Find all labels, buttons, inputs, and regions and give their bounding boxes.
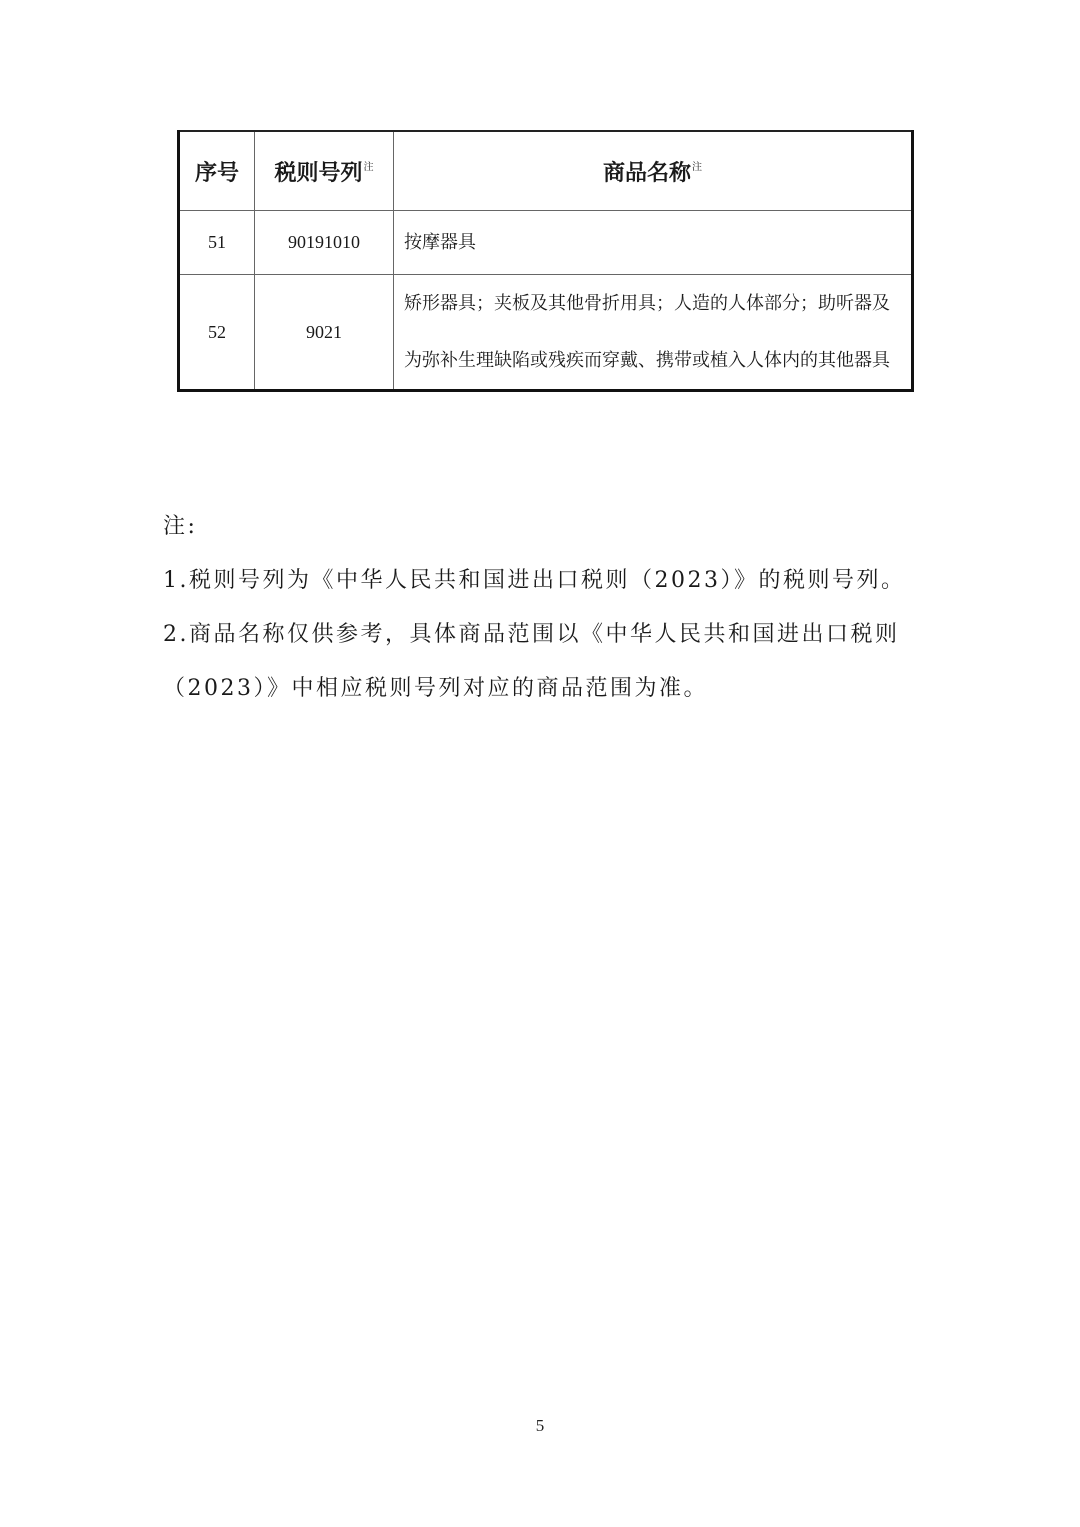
note-item-1: 1.税则号列为《中华人民共和国进出口税则（2023）》的税则号列。 (163, 568, 906, 593)
header-name-note: 注 (692, 161, 702, 173)
header-seq: 序号 (179, 131, 255, 211)
table-header-row (179, 131, 913, 211)
header-name: 商品名称$^注$ (394, 131, 913, 211)
notes-heading: 注: (163, 514, 198, 539)
cell-code: 90191010 (255, 211, 394, 275)
header-code-note: 注 (363, 161, 374, 173)
tariff-table (177, 130, 914, 392)
table-row (179, 211, 913, 275)
cell-name: 矫形器具；夹板及其他骨折用具；人造的人体部分；助听器及为弥补生理缺陷或残疾而穿戴、携带或植入人体内的其他器具 (394, 275, 913, 391)
header-code: 税则号列$^注$ (255, 131, 394, 211)
page-number: 5 (535, 1416, 545, 1435)
cell-code: 9021 (255, 275, 394, 391)
notes-section (163, 500, 923, 716)
cell-seq: 52 (179, 275, 255, 391)
note-item-2: 2.商品名称仅供参考，具体商品范围以《中华人民共和国进出口税则（2023）》中相应税则号列对应的商品范围为准。 (163, 622, 900, 701)
cell-seq: 51 (179, 211, 255, 275)
cell-name: 按摩器具 (394, 211, 913, 275)
table-row (179, 275, 913, 391)
